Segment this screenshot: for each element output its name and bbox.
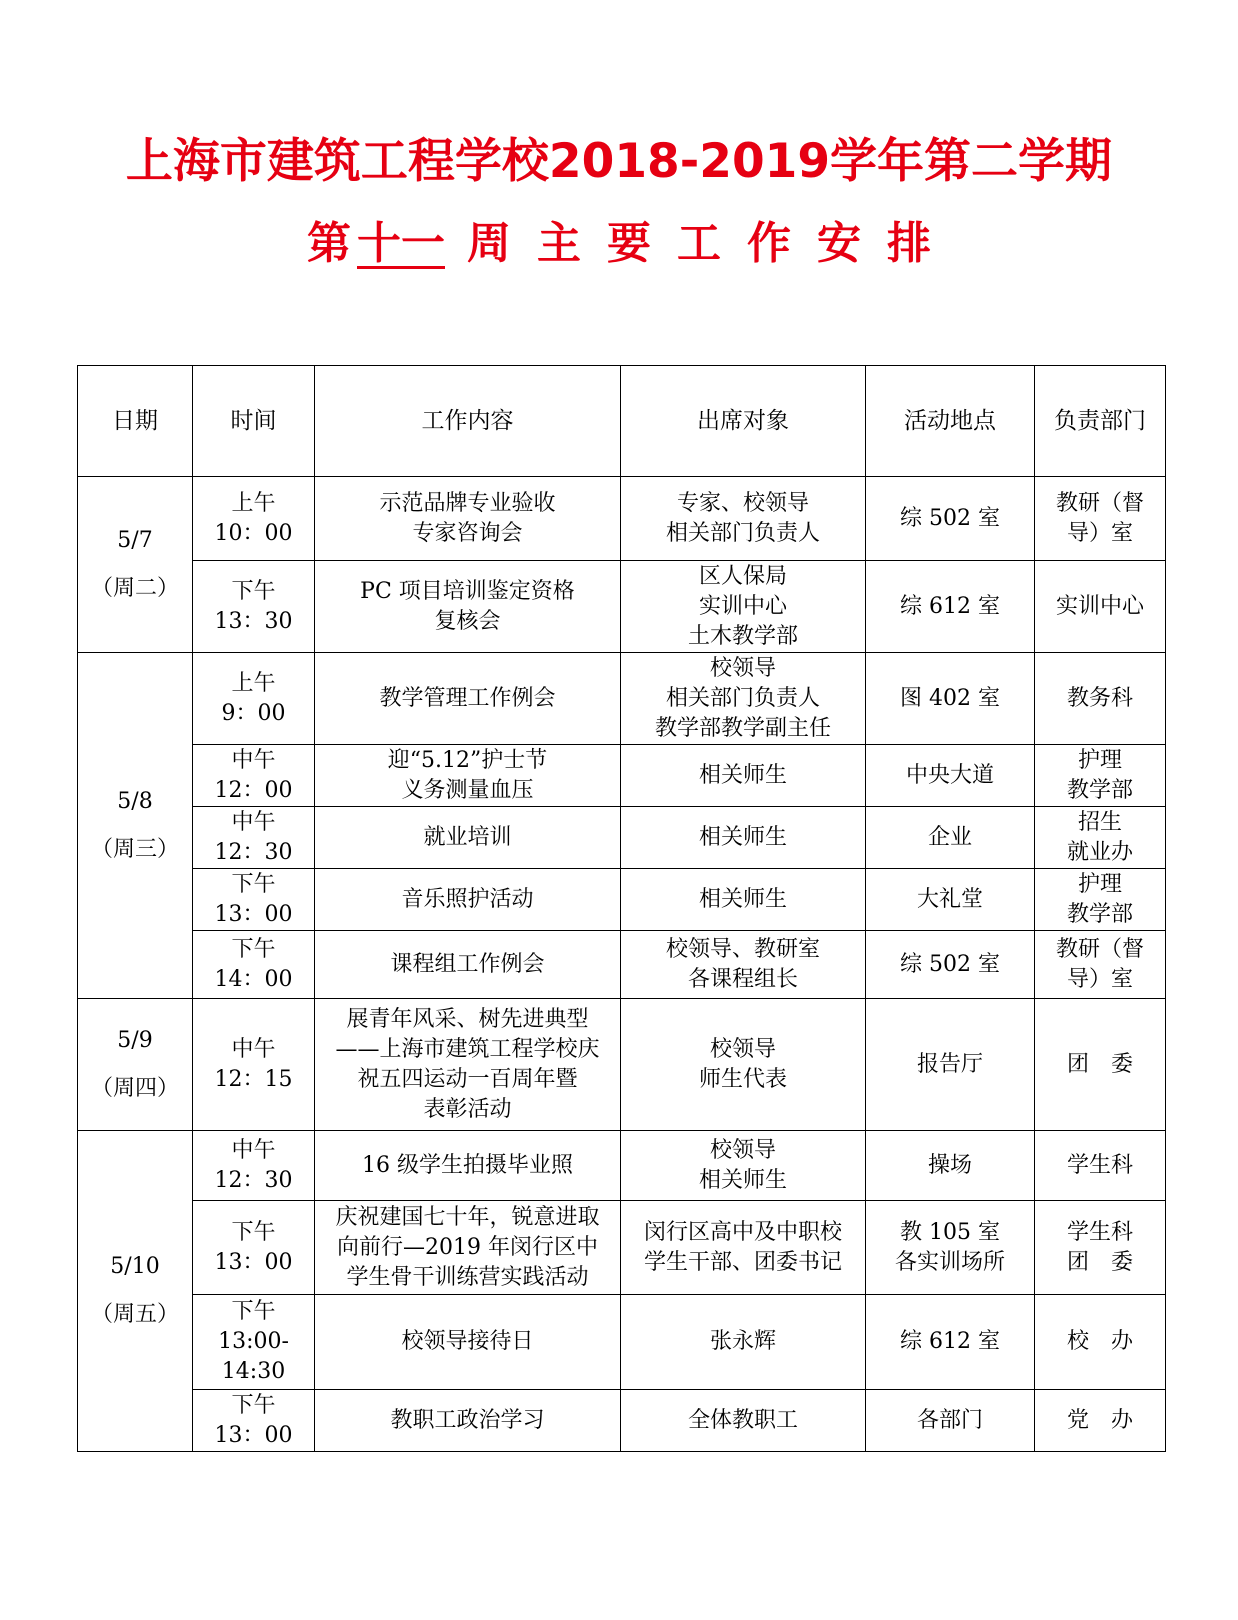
- content-cell: [315, 869, 621, 931]
- department-line: 党 办: [1066, 1407, 1133, 1433]
- department-line: 教学部: [1066, 901, 1133, 927]
- department-line: 导）室: [1066, 966, 1133, 992]
- location-line: 企业: [927, 824, 972, 850]
- schedule-body: [78, 477, 1166, 1452]
- content-cell: [315, 999, 621, 1131]
- department-line: 就业办: [1066, 839, 1133, 865]
- table-row: [78, 1390, 1166, 1452]
- content-line: 祝五四运动一百周年暨: [357, 1066, 578, 1092]
- location-cell: [866, 869, 1035, 931]
- content-line: 义务测量血压: [401, 777, 534, 803]
- time-cell: [193, 931, 315, 999]
- location-line: 教 105 室: [900, 1219, 1000, 1245]
- subtitle-prefix: 第: [307, 218, 351, 269]
- date-cell: [78, 653, 193, 999]
- location-cell: [866, 477, 1035, 561]
- location-cell: [866, 931, 1035, 999]
- department-cell: [1035, 931, 1166, 999]
- time-line: 10：00: [214, 520, 293, 546]
- content-line: 教学管理工作例会: [379, 685, 556, 711]
- attendees-cell: [621, 1131, 866, 1201]
- attendee-line: 专家、校领导: [676, 490, 809, 516]
- time-cell: [193, 561, 315, 653]
- attendee-line: 校领导: [709, 1137, 776, 1163]
- header-date: 日期: [78, 366, 193, 477]
- content-cell: [315, 653, 621, 745]
- subtitle-char: 主: [537, 218, 581, 269]
- date-value: 5/8: [117, 788, 153, 814]
- department-line: 团 委: [1066, 1051, 1133, 1077]
- attendee-line: 区人保局: [698, 563, 787, 589]
- time-line: 9：00: [221, 700, 286, 726]
- location-line: 综 612 室: [900, 593, 1000, 619]
- content-cell: [315, 477, 621, 561]
- document-title: 上海市建筑工程学校2018-2019学年第二学期: [125, 134, 1113, 189]
- table-row: [78, 1201, 1166, 1295]
- table-row: [78, 931, 1166, 999]
- attendee-line: 相关部门负责人: [665, 520, 820, 546]
- department-line: 教研（督: [1055, 490, 1144, 516]
- time-line: 12：00: [214, 777, 293, 803]
- attendee-line: 相关部门负责人: [665, 685, 820, 711]
- subtitle-char: 要: [607, 218, 651, 269]
- department-line: 学生科: [1066, 1152, 1133, 1178]
- time-cell: [193, 1390, 315, 1452]
- time-line: 上午: [231, 490, 276, 516]
- location-cell: [866, 999, 1035, 1131]
- date-cell: [78, 477, 193, 653]
- location-cell: [866, 1390, 1035, 1452]
- table-row: [78, 561, 1166, 653]
- header-content: 工作内容: [315, 366, 621, 477]
- location-cell: [866, 1201, 1035, 1295]
- time-cell: [193, 653, 315, 745]
- attendees-cell: [621, 1295, 866, 1390]
- content-line: 迎“5.12”护士节: [387, 747, 548, 773]
- content-line: 表彰活动: [423, 1096, 512, 1122]
- attendees-cell: [621, 807, 866, 869]
- content-cell: [315, 745, 621, 807]
- content-line: 教职工政治学习: [390, 1407, 545, 1433]
- time-line: 下午: [231, 936, 276, 962]
- location-line: 综 612 室: [900, 1329, 1000, 1354]
- content-line: 庆祝建国七十年，锐意进取: [335, 1204, 600, 1230]
- location-line: 综 502 室: [900, 951, 1000, 977]
- attendees-cell: [621, 931, 866, 999]
- time-line: 中午: [231, 747, 276, 773]
- attendee-line: 教学部教学副主任: [654, 715, 831, 741]
- weekday-value: （周五）: [90, 1302, 179, 1327]
- department-line: 招生: [1077, 809, 1122, 835]
- time-line: 12：15: [214, 1066, 293, 1092]
- time-cell: [193, 807, 315, 869]
- content-line: 音乐照护活动: [401, 886, 534, 912]
- department-line: 团 委: [1066, 1249, 1133, 1275]
- content-cell: [315, 1201, 621, 1295]
- content-cell: [315, 1295, 621, 1390]
- header-time: 时间: [193, 366, 315, 477]
- department-cell: [1035, 999, 1166, 1131]
- location-cell: [866, 561, 1035, 653]
- attendee-line: 相关师生: [698, 1167, 787, 1193]
- attendee-line: 闵行区高中及中职校: [643, 1219, 842, 1245]
- date-value: 5/7: [117, 527, 153, 553]
- location-cell: [866, 807, 1035, 869]
- subtitle-char: 周: [467, 218, 511, 269]
- time-line: 下午: [231, 871, 276, 897]
- time-line: 上午: [231, 670, 276, 696]
- content-line: 16 级学生拍摄毕业照: [362, 1152, 573, 1178]
- time-line: 14：00: [214, 966, 293, 992]
- attendee-line: 相关师生: [698, 824, 787, 850]
- department-cell: [1035, 1131, 1166, 1201]
- time-line: 中午: [231, 809, 276, 835]
- weekday-value: （周三）: [90, 836, 179, 862]
- header-attendees: 出席对象: [621, 366, 866, 477]
- content-cell: [315, 931, 621, 999]
- department-line: 导）室: [1066, 520, 1133, 546]
- time-line: 12：30: [214, 1167, 293, 1193]
- table-row: [78, 1295, 1166, 1390]
- attendees-cell: [621, 561, 866, 653]
- subtitle-char: 排: [887, 218, 931, 269]
- attendee-line: 校领导: [709, 655, 776, 681]
- date-cell: [78, 1131, 193, 1452]
- attendee-line: 校领导、教研室: [665, 936, 820, 962]
- time-line: 13：00: [214, 1249, 293, 1275]
- header-row: [78, 366, 1166, 477]
- content-cell: [315, 807, 621, 869]
- time-line: 13：00: [214, 901, 293, 927]
- content-line: 专家咨询会: [412, 520, 523, 546]
- location-line: 报告厅: [916, 1051, 983, 1077]
- content-line: 展青年风采、树先进典型: [346, 1006, 589, 1032]
- attendees-cell: [621, 745, 866, 807]
- location-cell: [866, 1131, 1035, 1201]
- time-line: 12：30: [214, 839, 293, 865]
- attendee-line: 实训中心: [698, 593, 787, 619]
- department-line: 学生科: [1066, 1219, 1133, 1245]
- attendees-cell: [621, 869, 866, 931]
- time-cell: [193, 1295, 315, 1390]
- time-cell: [193, 869, 315, 931]
- table-row: [78, 807, 1166, 869]
- department-cell: [1035, 561, 1166, 653]
- attendees-cell: [621, 1390, 866, 1452]
- attendee-line: 师生代表: [698, 1066, 787, 1092]
- subtitle-char: 作: [747, 218, 791, 269]
- weekday-value: （周二）: [90, 575, 179, 601]
- attendees-cell: [621, 653, 866, 745]
- attendee-line: 相关师生: [698, 762, 787, 788]
- department-cell: [1035, 1390, 1166, 1452]
- table-row: [78, 477, 1166, 561]
- time-cell: [193, 477, 315, 561]
- content-line: 就业培训: [423, 824, 512, 850]
- time-line: 中午: [231, 1137, 276, 1163]
- header-location: 活动地点: [866, 366, 1035, 477]
- subtitle-char: 安: [817, 218, 861, 269]
- department-line: 实训中心: [1055, 593, 1144, 619]
- location-line: 各部门: [916, 1407, 983, 1433]
- content-cell: [315, 1390, 621, 1452]
- weekday-value: （周四）: [90, 1075, 179, 1101]
- attendee-line: 张永辉: [709, 1329, 776, 1354]
- content-line: 学生骨干训练营实践活动: [346, 1264, 589, 1290]
- date-cell: [78, 999, 193, 1131]
- location-line: 操场: [927, 1152, 972, 1178]
- table-row: [78, 869, 1166, 931]
- table-row: [78, 653, 1166, 745]
- department-line: 教务科: [1066, 685, 1133, 711]
- attendee-line: 校领导: [709, 1036, 776, 1062]
- content-line: 复核会: [434, 608, 501, 634]
- week-number: 十一: [357, 218, 445, 269]
- attendees-cell: [621, 1201, 866, 1295]
- subtitle-char: 工: [677, 218, 721, 269]
- attendees-cell: [621, 999, 866, 1131]
- time-cell: [193, 745, 315, 807]
- location-cell: [866, 1295, 1035, 1390]
- department-line: 护理: [1077, 747, 1122, 773]
- department-cell: [1035, 1201, 1166, 1295]
- time-line: 14:30: [221, 1359, 286, 1384]
- content-line: PC 项目培训鉴定资格: [360, 578, 575, 604]
- location-line: 图 402 室: [900, 685, 1000, 711]
- date-value: 5/10: [110, 1254, 160, 1279]
- department-cell: [1035, 869, 1166, 931]
- department-line: 教学部: [1066, 777, 1133, 803]
- attendee-line: 全体教职工: [687, 1407, 798, 1433]
- content-line: 校领导接待日: [401, 1329, 534, 1354]
- time-cell: [193, 1201, 315, 1295]
- attendee-line: 各课程组长: [687, 966, 798, 992]
- location-line: 综 502 室: [900, 505, 1000, 531]
- time-line: 下午: [231, 1392, 276, 1418]
- location-cell: [866, 653, 1035, 745]
- department-cell: [1035, 745, 1166, 807]
- location-line: 大礼堂: [916, 886, 983, 912]
- department-line: 校 办: [1066, 1329, 1133, 1354]
- location-cell: [866, 745, 1035, 807]
- attendee-line: 相关师生: [698, 886, 787, 912]
- time-line: 中午: [231, 1036, 276, 1062]
- location-line: 中央大道: [905, 762, 994, 788]
- time-line: 下午: [231, 1299, 276, 1324]
- content-line: ——上海市建筑工程学校庆: [335, 1036, 600, 1062]
- time-cell: [193, 999, 315, 1131]
- department-cell: [1035, 477, 1166, 561]
- table-row: [78, 745, 1166, 807]
- header-department: 负责部门: [1035, 366, 1166, 477]
- department-cell: [1035, 1295, 1166, 1390]
- department-line: 教研（督: [1055, 936, 1144, 962]
- attendees-cell: [621, 477, 866, 561]
- attendee-line: 学生干部、团委书记: [643, 1249, 842, 1275]
- attendee-line: 土木教学部: [687, 623, 798, 649]
- time-line: 13:00-: [218, 1329, 289, 1354]
- content-cell: [315, 1131, 621, 1201]
- time-line: 13：30: [214, 608, 293, 634]
- department-cell: [1035, 807, 1166, 869]
- table-row: [78, 999, 1166, 1131]
- time-line: 下午: [231, 578, 276, 604]
- department-line: 护理: [1077, 871, 1122, 897]
- content-line: 向前行—2019 年闵行区中: [337, 1234, 598, 1260]
- date-value: 5/9: [117, 1027, 153, 1053]
- content-line: 示范品牌专业验收: [379, 490, 556, 516]
- content-cell: [315, 561, 621, 653]
- document-subtitle: [0, 214, 1238, 274]
- time-line: 13：00: [214, 1422, 293, 1448]
- department-cell: [1035, 653, 1166, 745]
- table-row: [78, 1131, 1166, 1201]
- schedule-table: [77, 365, 1166, 1452]
- content-line: 课程组工作例会: [390, 951, 545, 977]
- time-line: 下午: [231, 1219, 276, 1245]
- location-line: 各实训场所: [894, 1249, 1005, 1275]
- time-cell: [193, 1131, 315, 1201]
